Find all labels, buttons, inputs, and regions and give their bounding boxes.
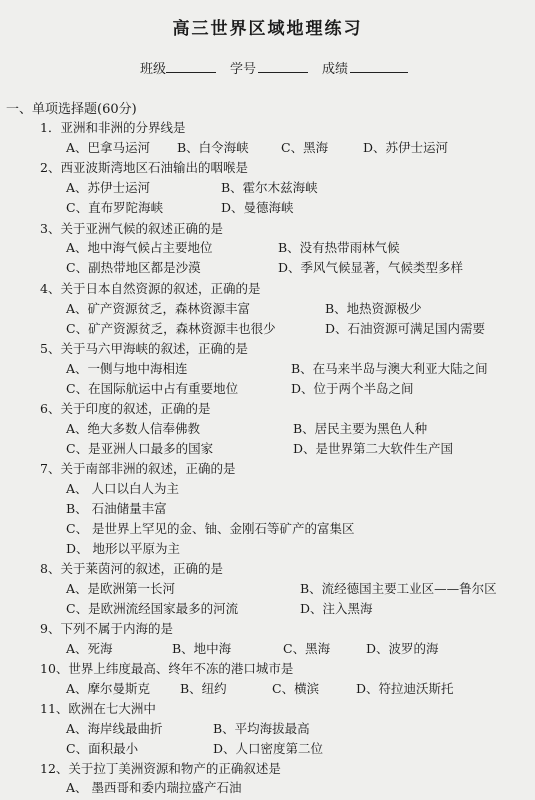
option: C、面积最小 <box>66 741 139 756</box>
question-stem: 1．亚洲和非洲的分界线是 <box>40 120 186 135</box>
option: D、石油资源可满足国内需要 <box>325 321 486 336</box>
question-stem: 12、关于拉丁美洲资源和物产的正确叙述是 <box>40 761 281 776</box>
option: D、注入黑海 <box>300 601 373 616</box>
number-label: 学号 <box>230 62 257 77</box>
option: A、苏伊士运河 <box>66 180 151 195</box>
option: A、一侧与地中海相连 <box>66 361 188 376</box>
option: C、横滨 <box>272 681 320 696</box>
option: D、符拉迪沃斯托 <box>356 681 454 696</box>
score-label: 成绩 <box>322 62 349 77</box>
question-stem: 6、关于印度的叙述，正确的是 <box>40 401 211 416</box>
option: A、巴拿马运河 <box>66 140 151 155</box>
option: A、死海 <box>66 641 113 656</box>
option: A、矿产资源贫乏，森林资源丰富 <box>66 301 251 316</box>
option: D、季风气候显著，气候类型多样 <box>278 260 464 275</box>
option: C、黑海 <box>283 641 331 656</box>
option: C、矿产资源贫乏，森林资源丰也很少 <box>66 321 276 336</box>
option: A、是欧洲第一长河 <box>66 581 176 596</box>
option: B、地中海 <box>172 641 232 656</box>
option: B、地热资源极少 <box>325 301 422 316</box>
question-stem: 7、关于南部非洲的叙述，正确的是 <box>40 461 236 476</box>
option: C、是欧洲流经国家最多的河流 <box>66 601 239 616</box>
question-stem: 5、关于马六甲海峡的叙述，正确的是 <box>40 341 248 356</box>
option: C、是亚洲人口最多的国家 <box>66 441 214 456</box>
option: A、 人口以白人为主 <box>66 481 180 496</box>
question-stem: 11、欧洲在七大洲中 <box>40 701 156 716</box>
question-stem: 10、世界上纬度最高、终年不冻的港口城市是 <box>40 661 294 676</box>
option: B、居民主要为黑色人种 <box>293 421 428 436</box>
option: A、摩尔曼斯克 <box>66 681 151 696</box>
option: D、是世界第二大软件生产国 <box>293 441 454 456</box>
option: D、人口密度第二位 <box>213 741 324 756</box>
question-stem: 2、西亚波斯湾地区石油输出的咽喉是 <box>40 160 248 175</box>
option: B、没有热带雨林气候 <box>278 240 400 255</box>
option: D、曼德海峡 <box>221 200 294 215</box>
option: A、海岸线最曲折 <box>66 721 163 736</box>
option: C、直布罗陀海峡 <box>66 200 164 215</box>
option: C、 是世界上罕见的金、铀、金刚石等矿产的富集区 <box>66 521 355 536</box>
option: D、波罗的海 <box>366 641 439 656</box>
question-stem: 4、关于日本自然资源的叙述，正确的是 <box>40 281 261 296</box>
option: A、地中海气候占主要地位 <box>66 240 213 255</box>
class-label: 班级 <box>140 62 167 77</box>
option: B、霍尔木兹海峡 <box>221 180 318 195</box>
option: A、 墨西哥和委内瑞拉盛产石油 <box>66 780 242 795</box>
option: C、黑海 <box>281 140 329 155</box>
option: D、 地形以平原为主 <box>66 541 180 556</box>
question-stem: 8、关于莱茵河的叙述，正确的是 <box>40 561 223 576</box>
option: B、平均海拔最高 <box>213 721 310 736</box>
question-stem: 9、下列不属于内海的是 <box>40 621 173 636</box>
class-blank <box>166 72 216 73</box>
number-blank <box>258 72 308 73</box>
score-blank <box>350 72 408 73</box>
question-stem: 3、关于亚洲气候的叙述正确的是 <box>40 221 223 236</box>
option: B、 石油储量丰富 <box>66 501 167 516</box>
option: B、在马来半岛与澳大利亚大陆之间 <box>291 361 488 376</box>
option: B、纽约 <box>180 681 227 696</box>
option: D、位于两个半岛之间 <box>291 381 414 396</box>
section-heading: 一、单项选择题(60分) <box>6 102 137 117</box>
page-title: 高三世界区域地理练习 <box>172 19 363 39</box>
option: C、在国际航运中占有重要地位 <box>66 381 239 396</box>
option: B、白令海峡 <box>177 140 249 155</box>
option: C、副热带地区都是沙漠 <box>66 260 201 275</box>
option: D、苏伊士运河 <box>363 140 449 155</box>
option: A、绝大多数人信奉佛教 <box>66 421 201 436</box>
option: B、流经德国主要工业区——鲁尔区 <box>300 581 497 596</box>
